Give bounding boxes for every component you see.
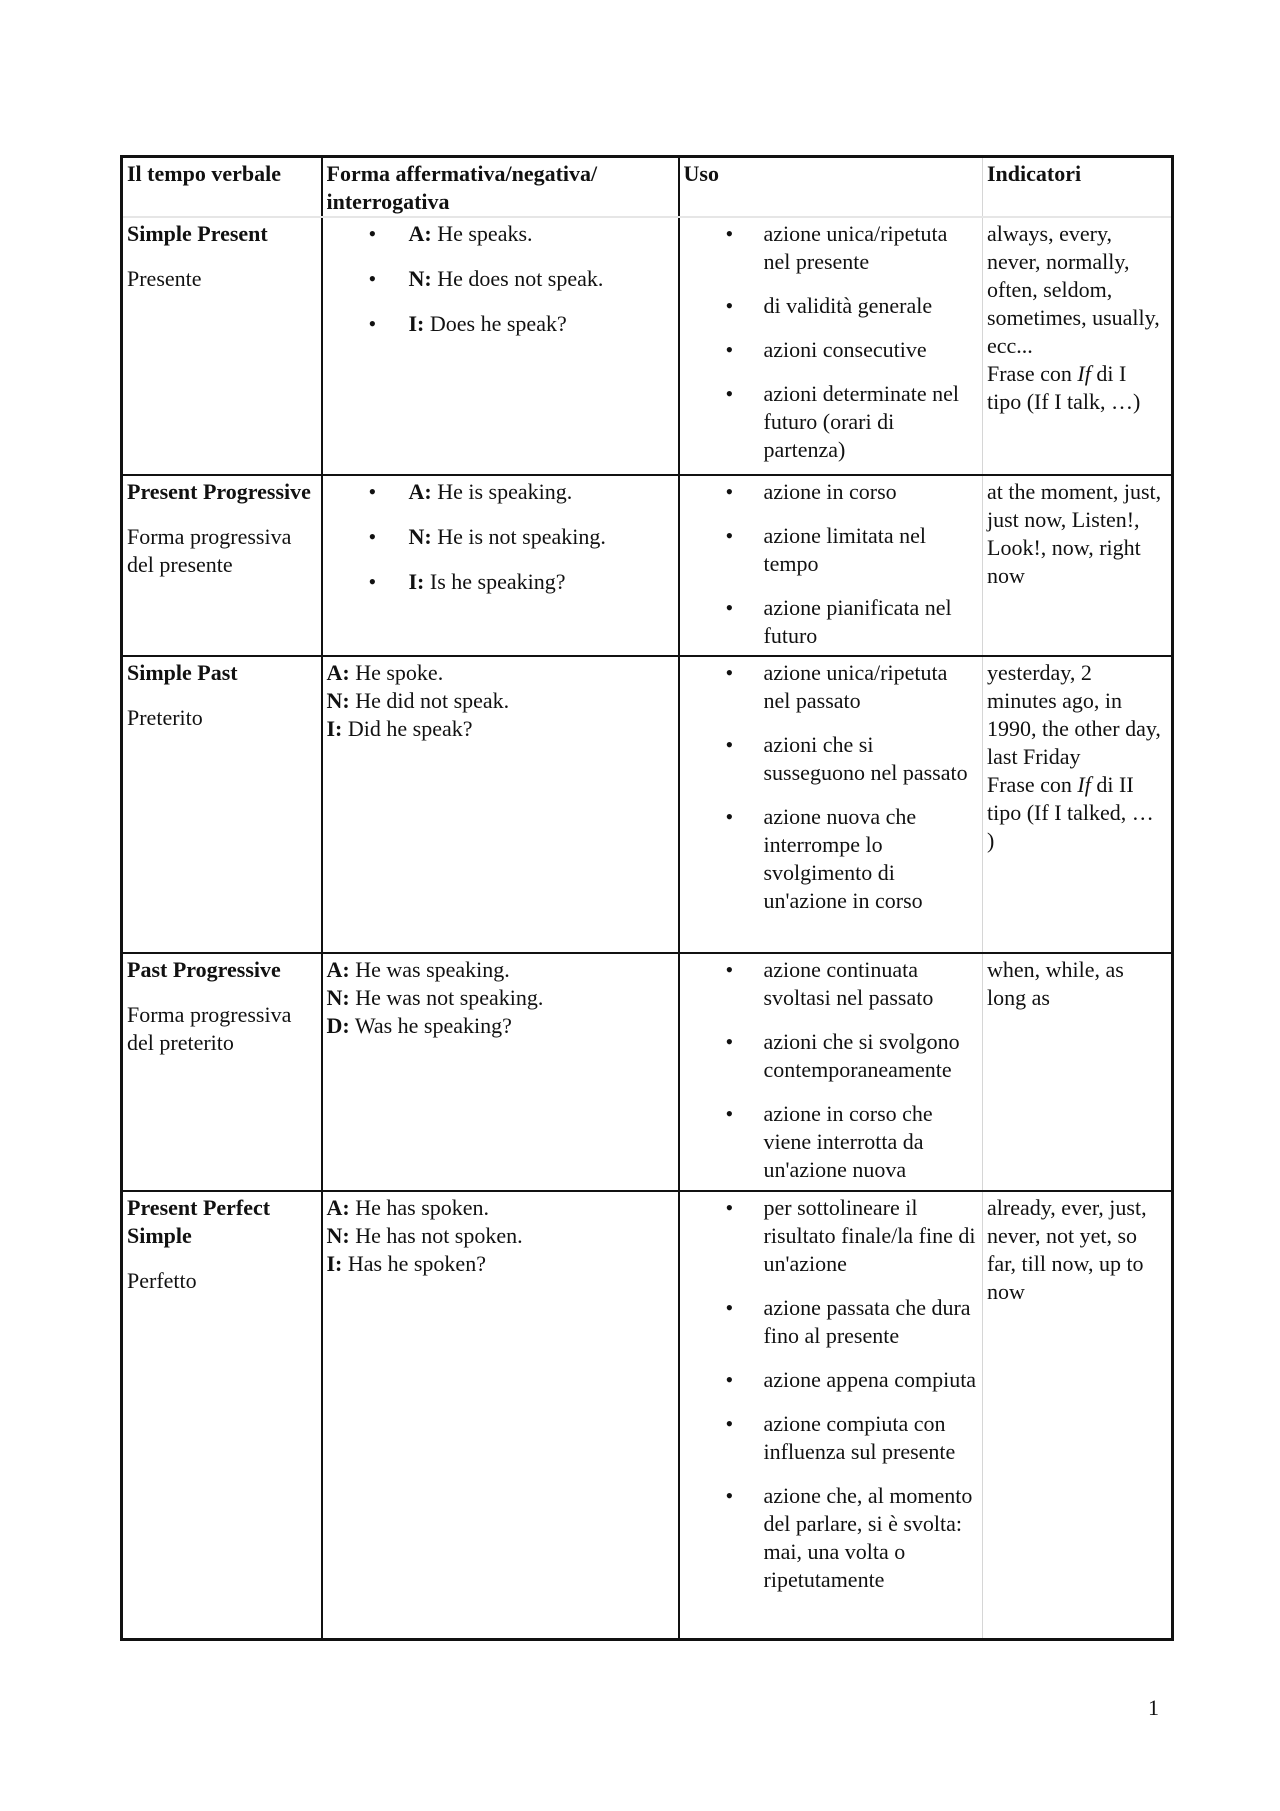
header-forms: Forma affermativa/negativa/ interrogativa	[322, 157, 679, 218]
if-clause-note: Frase con If di I tipo (If I talk, …)	[987, 361, 1141, 414]
form-line: A: He was speaking.	[326, 957, 510, 982]
indicators-cell	[983, 217, 1173, 475]
use-item: • azione limitata nel tempo	[684, 522, 978, 578]
use-item: • azione appena compiuta	[684, 1366, 978, 1394]
table-row	[122, 1191, 1173, 1639]
form-item: • N: He does not speak.	[327, 265, 673, 293]
tense-name: Present Progressive	[127, 479, 311, 504]
form-line: N: He was not speaking.	[326, 985, 544, 1010]
tense-italian: Forma progressiva del preterito	[127, 1002, 292, 1055]
tense-cell	[122, 1191, 322, 1639]
use-item: • azione che, al momento del parlare, si è svolta: mai, una volta o ripetutamente	[684, 1482, 978, 1594]
use-item: • azione compiuta con influenza sul presente	[684, 1410, 978, 1466]
indicators-text: yesterday, 2 minutes ago, in 1990, the other day, last Friday	[987, 660, 1161, 769]
use-item: • azione pianificata nel futuro	[684, 594, 978, 650]
tense-italian: Perfetto	[127, 1268, 197, 1293]
indicators-cell	[983, 953, 1173, 1191]
form-line: I: Did he speak?	[326, 716, 473, 741]
uses-cell	[679, 953, 983, 1191]
header-tense: Il tempo verbale	[122, 157, 322, 218]
form-line: D: Was he speaking?	[326, 1013, 512, 1038]
use-item: • per sottolineare il risultato finale/la fine di un'azione	[684, 1194, 978, 1278]
use-item: • azioni che si svolgono contemporaneamente	[684, 1028, 978, 1084]
if-clause-note: Frase con If di II tipo (If I talked, … )	[987, 772, 1154, 853]
uses-cell	[679, 1191, 983, 1639]
use-item: • azione in corso che viene interrotta da un'azione nuova	[684, 1100, 978, 1184]
table-row	[122, 217, 1173, 475]
forms-cell	[322, 953, 679, 1191]
form-item: • A: He is speaking.	[327, 478, 673, 506]
table-row	[122, 475, 1173, 656]
form-item: • A: He speaks.	[327, 220, 673, 248]
form-line: A: He spoke.	[326, 660, 444, 685]
form-line: N: He has not spoken.	[326, 1223, 523, 1248]
use-item: • azione continuata svoltasi nel passato	[684, 956, 978, 1012]
tense-cell	[122, 953, 322, 1191]
indicators-cell	[983, 475, 1173, 656]
tenses-table	[120, 155, 1174, 1641]
indicators-text: already, ever, just, never, not yet, so far, till now, up to now	[987, 1195, 1147, 1304]
tense-name: Present Perfect Simple	[127, 1195, 271, 1248]
use-item: • azioni consecutive	[684, 336, 978, 364]
header-indicators: Indicatori	[983, 157, 1173, 218]
table-header-row	[122, 157, 1173, 218]
forms-cell	[322, 475, 679, 656]
use-item: • azione unica/ripetuta nel passato	[684, 659, 978, 715]
tense-cell	[122, 217, 322, 475]
page-number: 1	[1148, 1695, 1159, 1720]
forms-cell	[322, 656, 679, 953]
use-item: • di validità generale	[684, 292, 978, 320]
indicators-cell	[983, 656, 1173, 953]
form-item: • I: Does he speak?	[327, 310, 673, 338]
header-use: Uso	[679, 157, 983, 218]
tense-italian: Forma progressiva del presente	[127, 524, 292, 577]
use-item: • azione unica/ripetuta nel presente	[684, 220, 978, 276]
form-item: • N: He is not speaking.	[327, 523, 673, 551]
form-line: A: He has spoken.	[326, 1195, 490, 1220]
indicators-text: at the moment, just, just now, Listen!, Look!, now, right now	[987, 479, 1162, 588]
uses-cell	[679, 475, 983, 656]
indicators-cell	[983, 1191, 1173, 1639]
use-item: • azione nuova che interrompe lo svolgimento di un'azione in corso	[684, 803, 978, 915]
uses-cell	[679, 656, 983, 953]
use-item: • azioni che si susseguono nel passato	[684, 731, 978, 787]
uses-cell	[679, 217, 983, 475]
use-item: • azioni determinate nel futuro (orari di partenza)	[684, 380, 978, 464]
tense-name: Simple Present	[127, 221, 268, 246]
use-item: • azione passata che dura fino al presente	[684, 1294, 978, 1350]
table-row	[122, 656, 1173, 953]
tense-italian: Preterito	[127, 705, 203, 730]
forms-cell	[322, 1191, 679, 1639]
use-item: • azione in corso	[684, 478, 978, 506]
tense-cell	[122, 656, 322, 953]
table-row	[122, 953, 1173, 1191]
form-line: I: Has he spoken?	[326, 1251, 486, 1276]
tense-name: Simple Past	[127, 660, 238, 685]
tense-name: Past Progressive	[127, 957, 281, 982]
tense-cell	[122, 475, 322, 656]
forms-cell	[322, 217, 679, 475]
indicators-text: when, while, as long as	[987, 957, 1124, 1010]
indicators-text: always, every, never, normally, often, seldom, sometimes, usually, ecc...	[987, 221, 1160, 358]
form-item: • I: Is he speaking?	[327, 568, 673, 596]
form-line: N: He did not speak.	[326, 688, 510, 713]
tense-italian: Presente	[127, 266, 202, 291]
